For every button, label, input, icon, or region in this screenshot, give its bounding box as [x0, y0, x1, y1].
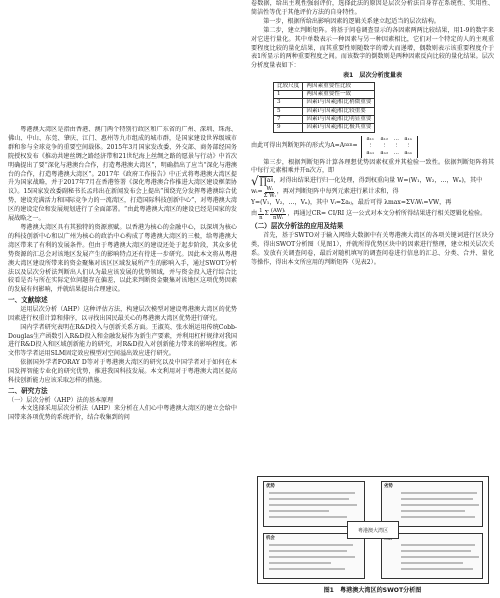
matrix-cell: aₙ₂: [380, 150, 389, 157]
swot-text-line: [401, 492, 477, 494]
table-cell: 9: [274, 124, 303, 132]
table-cell: 7: [274, 115, 303, 123]
table-row: [274, 91, 375, 99]
swot-text-line: [269, 516, 347, 518]
swot-label-opportunity: 机会: [266, 536, 275, 541]
formula-geometric-mean: [251, 174, 494, 189]
intro-paragraph-2: 粤港澳大湾区具有其独特的资源禀赋。以香港为核心的金融中心，以深圳为核心的科技创新中心和以广州为核心的政治中心构成了粤港澳大湾区的三极，给粤港澳大湾区带来了有利的发展条件。但由于粤港澳大湾区的建设还处于起步阶段，其众多优势资源的汇总会对该地区发展产生的影响特点还有待进一步研究。因此本文将从粤港澳大湾区建设所带来的资金聚集对该区区域发展所产生的影响入手，通过SWOT分析法以及层次分析法判断出人们认为最应该发展的优势领域，并与资金投入进行综合比较看是否与所在实际定位问题存在偏差，以此来判断资金聚集对该地区这项优势因素的发展有何影响，并就结果提出合理建议。: [8, 223, 237, 294]
matrix-cell: aₙₙ: [404, 150, 413, 157]
fraction: $\frac{\text{(AW)ᵢ}}{\text{nWᵢ}}$: [270, 208, 286, 222]
table-cell: 因素i与因素j相比稍微重要: [303, 99, 375, 107]
swot-text-line: [401, 516, 475, 518]
matrix-cell: …: [393, 150, 399, 157]
left-column: [8, 126, 237, 596]
swot-text-line: [269, 504, 357, 506]
figure-caption: 图1 粤港澳大湾区的SWOT分析图: [323, 587, 422, 594]
subsection-heading-ahp: （一）层次分析（AHP）法的基本原理: [8, 396, 114, 404]
formula1-text: ，对得出结果进行归一化处理，得到权重向量 W=(W₁，W₂，…，Wₙ)，其中: [273, 176, 483, 184]
swot-text-line: [269, 498, 349, 500]
swot-label-weakness: 劣势: [384, 484, 393, 489]
swot-text-line: [269, 562, 331, 564]
table-row: [274, 99, 375, 107]
table-cell: 3: [274, 99, 303, 107]
matrix-cell: aₙ₁: [366, 150, 375, 157]
formula2-text: ，再对判断矩阵中每列元素进行累计求和，得: [276, 188, 399, 196]
table-cell: 两因素重要性一致: [303, 91, 375, 99]
section-heading-literature: 一、文献综述: [8, 296, 48, 305]
matrix-text: 由此可得出判断矩阵的形式为A=A: [251, 142, 345, 150]
literature-paragraph-3: 依据国外学者FORAY D等对于粤港澳大湾区的研究以及中国学者对于如何在本国发挥智能专业化的研究优势，推进我国科技发展。本文利用对于粤港澳大湾区提高科技创新能力应该采取怎样的措施。: [8, 359, 237, 385]
right-paragraph-continued: 卷数据，给出主观性强弱评价，选择此法的原因是层次分析法自身存在系统性、实用性、简洁性等优于其他评价方法的自身特性。: [251, 0, 494, 16]
step2-paragraph: 第二步，建立判断矩阵。将基于问卷调查显示的各因素两两比较结果，用1-9的数字来对它进行量化。其中单数表示一种因素与另一种因素相比，它们对一个特定的人的主观重要程度比较的量化结果，而其重要性则随数字的增大而递增，偶数则表示该重要程度介于表1所显示的两种重要程度之间。而该数字的倒数则是两种因素反向比较的量化结果。层次分析度量表如下：: [251, 26, 494, 70]
matrix-cell: a₁ₙ: [404, 136, 413, 143]
table-cell: 因素i与因素j相比极其重要: [303, 124, 375, 132]
swot-text-line: [269, 492, 355, 494]
table-header-cell: 比较尺度: [274, 82, 303, 90]
intro-paragraph-1: 粤港澳大湾区是指由香港、澳门两个特别行政区和广东省的广州、深圳、珠海、佛山、中山、东莞、肇庆、江门、惠州等九市组成的城市群，是国家建设世界级城市群和参与全球竞争的重要空间载体。2015年3月国家发改委、外交部、商务部经国务院授权发布《推动共建丝绸之路经济带和21世纪海上丝绸之路的愿景与行动》中首次明确提出了要“深化与港澳台合作，打造粤港澳大湾区”，明确指出了应当“深化与港澳台的合作，打造粤港澳大湾区”。2017年《政府工作报告》中正式将粤港澳大湾区提升为国家战略，并于2017年7月在香港签署《深化粤港澳合作推进大湾区建设框架协议》。15国家发改委副秘书长孟玮出在新闻发布会上提出“围绕充分发挥粤港澳综合优势，建设充满活力和国际竞争力的一流湾区，打造国际科技创新中心”，对粤港澳大湾区的建设定位和发展规划进行了全面部署。“由此粤港澳大湾区的建设已经是国家的发展战略之一。: [8, 126, 237, 223]
matrix-cell: ⋮: [381, 143, 387, 150]
matrix-cell: ⋮: [405, 143, 411, 150]
fraction: $\frac{\text{Wᵢ}}{\text{Σ Wᵢ}}$: [263, 186, 276, 200]
formula-eigenvalue: Y=(V₁，V₂，…，Vₙ)，其中 Vᵢ=Σaᵢⱼ，最后可得 λmax=ΣVᵢWᵢ=VW，再: [251, 199, 452, 207]
matrix-cell: …: [393, 136, 399, 143]
swot-text-line: [401, 556, 479, 558]
judgment-matrix: [361, 136, 418, 158]
swot-text-line: [401, 510, 465, 512]
swot-label-strength: 优势: [266, 484, 275, 489]
matrix-cell: ⋮: [393, 143, 399, 150]
swot-text-line: [401, 550, 471, 552]
table-cell: 因素i与因素j相比较重要: [303, 107, 375, 115]
swot-text-line: [401, 544, 475, 546]
scale-table: [273, 82, 375, 133]
matrix-cell: a₁₁: [366, 136, 375, 143]
formula-normalization: wᵢ= $\frac{\text{Wᵢ}}{\text{Σ Wᵢ}}$ ，再对判断矩阵中每列元素进行累计求和，得: [251, 186, 399, 200]
table-header-row: [274, 82, 375, 90]
table-cell: 因素i与因素j相比明显重要: [303, 115, 375, 123]
right-column: [251, 0, 494, 474]
swot-text-line: [401, 498, 473, 500]
literature-paragraph-2: 国内学者研究表明在R&D投入与创新关系方面。王淑英、张水娟运用传统Cobb-Douglas生产函数引入R&D投入和金融发展作为新生产要素，并利用杠杆规律对我国进行R&D投入和区域创新能力的研究，对R&D投入对创新能力带来的影响程度。郭文伟等学者运用SLM固定效应模型对空间溢出效应进行研究。: [8, 323, 237, 358]
step1-paragraph: 第一步，根据所给出影响因素的逻辑关系建立起适当的层次结构。: [263, 17, 440, 25]
table-title: 表1 层次分析度量表: [342, 72, 403, 80]
matrix-cell: ⋮: [367, 143, 373, 150]
section-heading-method: 二、研究方法: [8, 386, 48, 395]
swot-text-line: [269, 568, 345, 570]
swot-text-line: [269, 556, 355, 558]
fraction: $\frac{1}{n}$: [259, 208, 263, 222]
matrix-definition: 由此可得出判断矩阵的形式为A=A nxn = a₁₁ a₁₂ … a₁ₙ ⋮ ⋮ ⋮ ⋮ aₙ₁ aₙ₂ … aₙₙ: [251, 135, 494, 159]
literature-paragraph-1: 运用层次分析（AHP）这种评估方法，构建层次模型对建设粤港澳大湾区的优势因素进行权重计算和排序，以寻找出国民最关心的粤港澳大湾区优势进行研究。: [8, 305, 237, 322]
table-row: [274, 124, 375, 132]
swot-text-line: [269, 510, 329, 512]
swot-text-line: [401, 562, 463, 564]
nth-root: √ ∏ a ij: [251, 174, 274, 189]
formula-consistency: 由 $\frac{1}{n}$ Σ $\frac{\text{(AW)ᵢ}}{\text{nWᵢ}}$ ，再通过CR= CI/RI 这一公式对本文分析所得结果进行相关逻辑化检验。: [251, 208, 487, 222]
matrix-subscript: nxn: [344, 143, 353, 149]
table-row: [274, 107, 375, 115]
swot-text-line: [269, 544, 353, 546]
swot-figure: [251, 476, 494, 586]
swot-text-line: [401, 504, 479, 506]
swot-text-line: [401, 568, 473, 570]
subsection-heading-results: （二）层次分析法的应用及结果: [251, 222, 344, 231]
table-header-cell: 两因素重要性比较: [303, 82, 375, 90]
matrix-cell: a₁₂: [380, 136, 389, 143]
matrix-grid: [361, 136, 417, 157]
formula4-text: ，再通过CR= CI/RI 这一公式对本文分析所得结果进行相关逻辑化检验。: [287, 210, 487, 218]
table-cell: 5: [274, 107, 303, 115]
method-paragraph-1: 本文选择采用层次分析法（AHP）来分析在人们心中粤港澳大湾区的建立会给中国带来各项优势的系统评价，结合收集到的问: [8, 405, 237, 422]
swot-text-line: [269, 550, 347, 552]
swot-center-label: 粤港澳大湾区: [347, 521, 399, 539]
table-cell: 1: [274, 91, 303, 99]
step3-paragraph: 第三步，根据判断矩阵计算各理想优势因素权重并其检验一致性。依据判断矩阵将其中每行元素相乘并开n次方，即: [251, 158, 494, 175]
table-row: [274, 115, 375, 123]
results-paragraph: 首先，基于SWTO对于输入网络大数据中有关粤港澳大湾区的各项关键词进行区块分类，得出SWOT分析图（见图1），并就所得优势区块中的因素进行整理，建立相关层次关系。发放有关调查问卷，最后对随机填写的调查问卷进行信息的汇总、分类、合并、量化等操作，得出本文所应用的判断矩阵（见表2）。: [251, 231, 494, 266]
